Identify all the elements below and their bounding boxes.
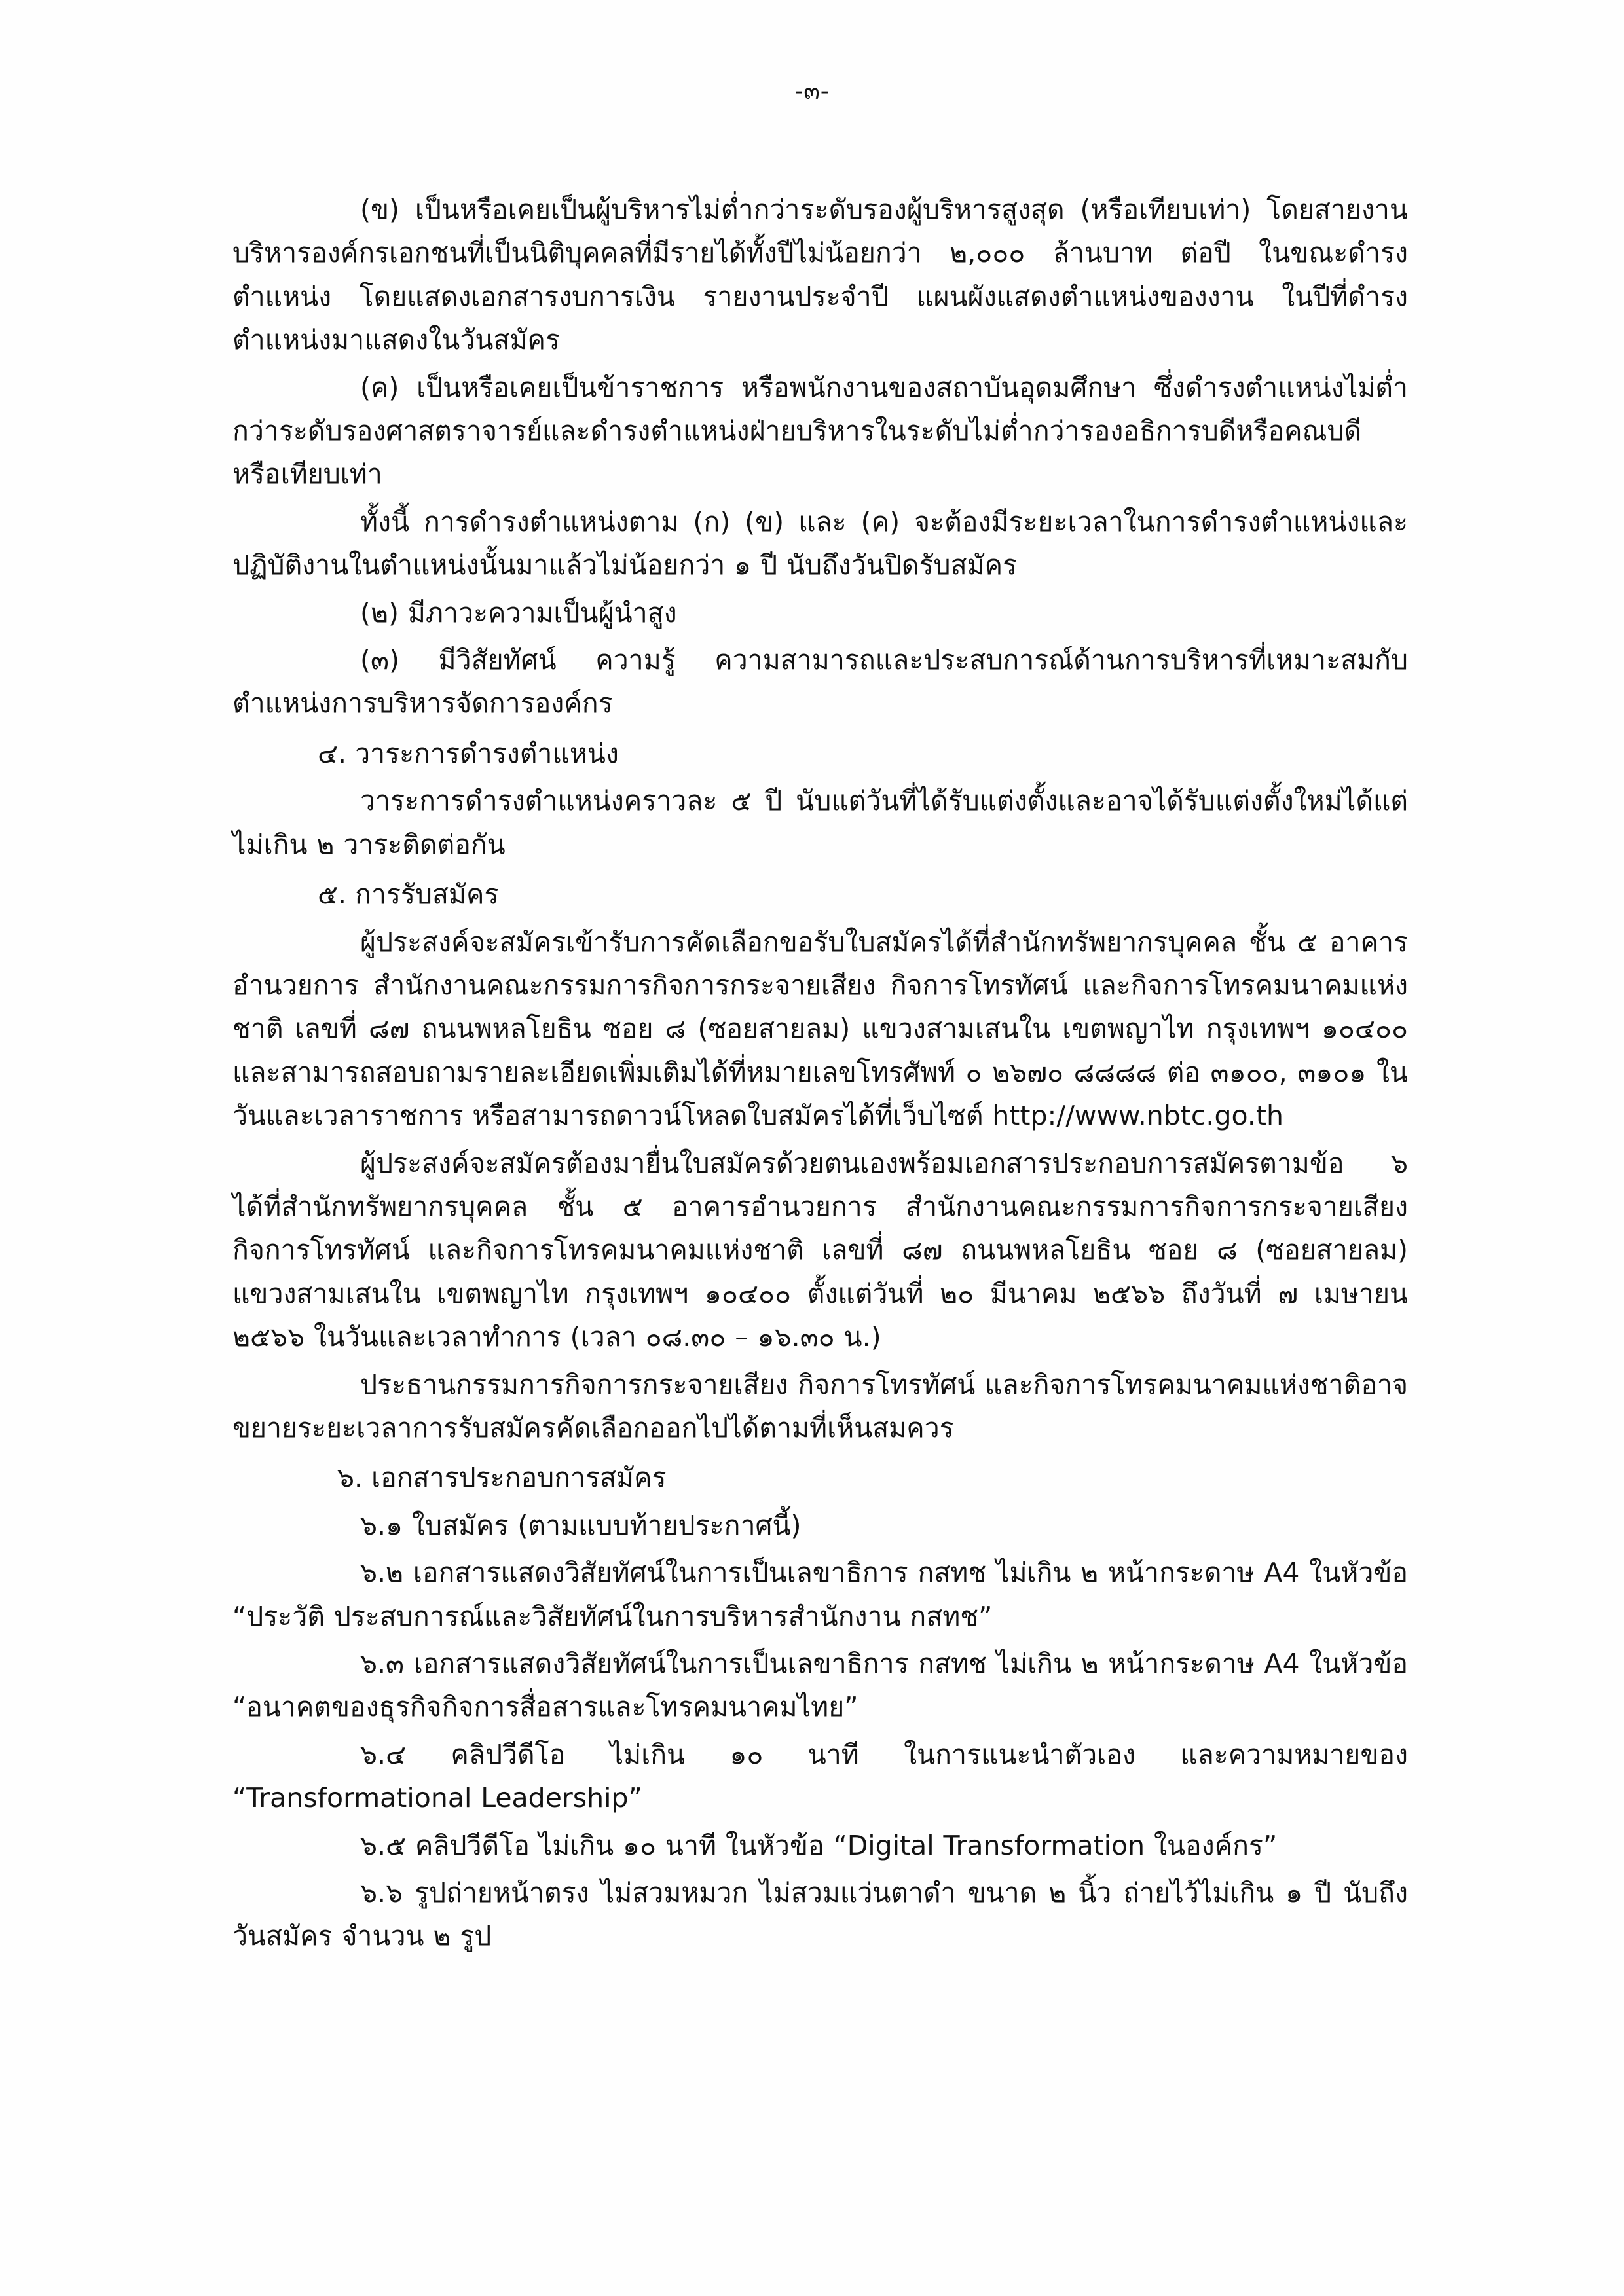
section-heading-5: ๕. การรับสมัคร — [318, 879, 499, 911]
paragraph-b4: (๒) มีภาวะความเป็นผู้นำสูง — [360, 596, 677, 629]
paragraph-b1: (ข) เป็นหรือเคยเป็นผู้บริหารไม่ต่ำกว่าระดับรองผู้บริหารสูงสุด (หรือเทียบเท่า) โดยสายงานบริหารองค์กรเอกชนที่เป็นนิติบุคคลที่มีรายได้ทั้งปีไม่น้อยกว่า ๒,๐๐๐ ล้านบาท ต่อปี ในขณะดำรงตำแหน่ง โดยแสดงเอกสารงบการเงิน รายงานประจำปี แผนผังแสดงตำแหน่งของงาน ในปีที่ดำรงตำแหน่งมาแสดงในวันสมัคร — [232, 194, 1408, 356]
paragraph-b5: (๓) มีวิสัยทัศน์ ความรู้ ความสามารถและประสบการณ์ด้านการบริหารที่เหมาะสมกับตำแหน่งการบริหารจัดการองค์กร — [232, 644, 1408, 720]
paragraph-b9: ประธานกรรมการกิจการกระจายเสียง กิจการโทรทัศน์ และกิจการโทรคมนาคมแห่งชาติอาจขยายระยะเวลาการรับสมัครคัดเลือกออกไปได้ตามที่เห็นสมควร — [232, 1368, 1408, 1444]
paragraph-b2: (ค) เป็นหรือเคยเป็นข้าราชการ หรือพนักงานของสถาบันอุดมศึกษา ซึ่งดำรงตำแหน่งไม่ต่ำกว่าระดับรองศาสตราจารย์และดำรงตำแหน่งฝ่ายบริหารในระดับไม่ต่ำกว่ารองอธิการบดีหรือคณบดีหรือเทียบเท่า — [232, 371, 1408, 490]
paragraph-b13: ๖.๔ คลิปวีดีโอ ไม่เกิน ๑๐ นาที ในการแนะนำตัวเอง และความหมายของ “Transformational Leadership” — [232, 1738, 1408, 1814]
paragraph-b7: ผู้ประสงค์จะสมัครเข้ารับการคัดเลือกขอรับใบสมัครได้ที่สำนักทรัพยากรบุคคล ชั้น ๕ อาคารอำนวยการ สำนักงานคณะกรรมการกิจการกระจายเสียง กิจการโทรทัศน์ และกิจการโทรคมนาคมแห่งชาติ เลขที่ ๘๗ ถนนพหลโยธิน ซอย ๘ (ซอยสายลม) แขวงสามเสนใน เขตพญาไท กรุงเทพฯ ๑๐๔๐๐ และสามารถสอบถามรายละเอียดเพิ่มเติมได้ที่หมายเลขโทรศัพท์ ๐ ๒๖๗๐ ๘๘๘๘ ต่อ ๓๑๐๐, ๓๑๐๑ ในวันและเวลาราชการ หรือสามารถดาวน์โหลดใบสมัครได้ที่เว็บไซต์ http://www.nbtc.go.th — [232, 926, 1408, 1132]
document-body — [0, 109, 1624, 1958]
paragraph-b11: ๖.๒ เอกสารแสดงวิสัยทัศน์ในการเป็นเลขาธิการ กสทช ไม่เกิน ๒ หน้ากระดาษ A4 ในหัวข้อ “ประวัติ ประสบการณ์และวิสัยทัศน์ในการบริหารสำนักงาน กสทช” — [232, 1557, 1408, 1632]
paragraph-b6: วาระการดำรงตำแหน่งคราวละ ๕ ปี นับแต่วันที่ได้รับแต่งตั้งและอาจได้รับแต่งตั้งใหม่ได้แต่ไม่เกิน ๒ วาระติดต่อกัน — [232, 785, 1408, 860]
paragraph-b14: ๖.๕ คลิปวีดีโอ ไม่เกิน ๑๐ นาที ในหัวข้อ “Digital Transformation ในองค์กร” — [360, 1829, 1278, 1861]
section-heading-4: ๔. วาระการดำรงตำแหน่ง — [318, 737, 619, 769]
section-heading-6: ๖. เอกสารประกอบการสมัคร — [337, 1462, 667, 1494]
page-number: -๓- — [794, 78, 830, 105]
paragraph-b15: ๖.๖ รูปถ่ายหน้าตรง ไม่สวมหมวก ไม่สวมแว่นตาดำ ขนาด ๒ นิ้ว ถ่ายไว้ไม่เกิน ๑ ปี นับถึงวันสมัคร จำนวน ๒ รูป — [232, 1877, 1408, 1952]
paragraph-b3: ทั้งนี้ การดำรงตำแหน่งตาม (ก) (ข) และ (ค) จะต้องมีระยะเวลาในการดำรงตำแหน่งและปฏิบัติงานในตำแหน่งนั้นมาแล้วไม่น้อยกว่า ๑ ปี นับถึงวันปิดรับสมัคร — [232, 505, 1408, 581]
paragraph-b8: ผู้ประสงค์จะสมัครต้องมายื่นใบสมัครด้วยตนเองพร้อมเอกสารประกอบการสมัครตามข้อ ๖ ได้ที่สำนักทรัพยากรบุคคล ชั้น ๕ อาคารอำนวยการ สำนักงานคณะกรรมการกิจการกระจายเสียง กิจการโทรทัศน์ และกิจการโทรคมนาคมแห่งชาติ เลขที่ ๘๗ ถนนพหลโยธิน ซอย ๘ (ซอยสายลม) แขวงสามเสนใน เขตพญาไท กรุงเทพฯ ๑๐๔๐๐ ตั้งแต่วันที่ ๒๐ มีนาคม ๒๕๖๖ ถึงวันที่ ๗ เมษายน ๒๕๖๖ ในวันและเวลาทำการ (เวลา ๐๘.๓๐ – ๑๖.๓๐ น.) — [232, 1147, 1409, 1353]
paragraph-b10: ๖.๑ ใบสมัคร (ตามแบบท้ายประกาศนี้) — [360, 1509, 802, 1541]
paragraph-b12: ๖.๓ เอกสารแสดงวิสัยทัศน์ในการเป็นเลขาธิการ กสทช ไม่เกิน ๒ หน้ากระดาษ A4 ในหัวข้อ “อนาคตของธุรกิจกิจการสื่อสารและโทรคมนาคมไทย” — [232, 1648, 1408, 1723]
